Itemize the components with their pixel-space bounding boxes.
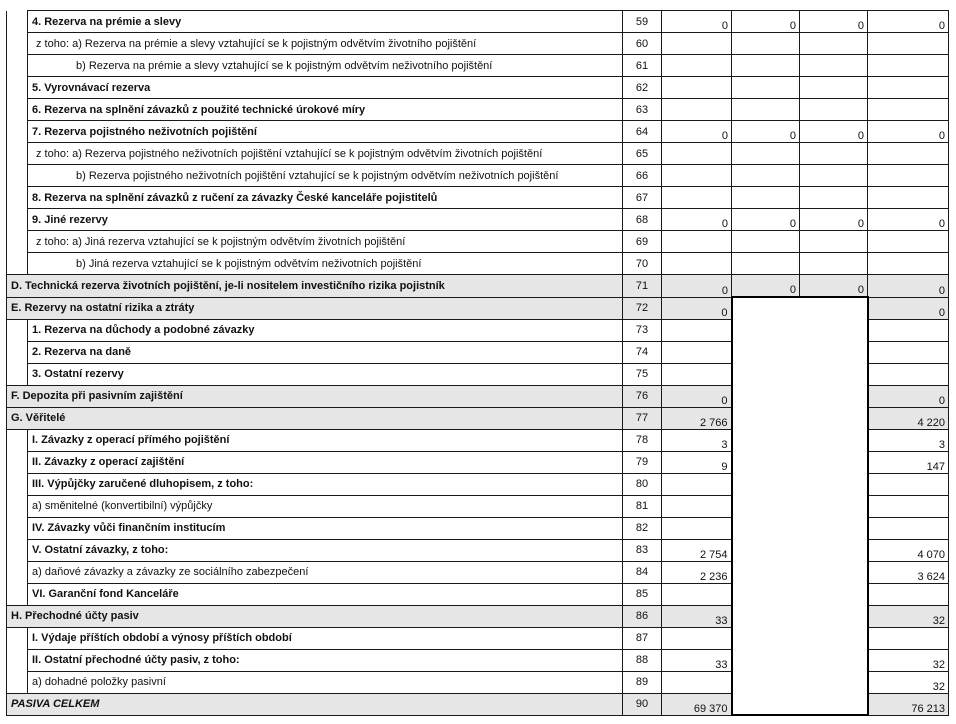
row-label: 8. Rezerva na splnění závazků z ručení za závazky České kanceláře pojistitelů (28, 187, 623, 209)
value-cell: 0 (662, 275, 732, 298)
table-row (7, 649, 949, 671)
row-label: a) směnitelné (konvertibilní) výpůjčky (28, 495, 623, 517)
value-cell: 0 (662, 121, 732, 143)
value-cell: 0 (800, 275, 868, 298)
value-cell (868, 319, 949, 341)
row-label: IV. Závazky vůči finančním institucím (28, 517, 623, 539)
row-label: E. Rezervy na ostatní rizika a ztráty (7, 297, 623, 319)
blank-block (732, 605, 868, 627)
row-label: z toho: a) Jiná rezerva vztahující se k pojistným odvětvím životních pojištění (28, 231, 623, 253)
row-number: 59 (623, 11, 662, 33)
row-number: 89 (623, 671, 662, 693)
value-cell (732, 77, 800, 99)
row-label: III. Výpůjčky zaručené dluhopisem, z toho: (28, 473, 623, 495)
table-row (7, 297, 949, 319)
table-row (7, 693, 949, 715)
value-cell (662, 319, 732, 341)
value-cell: 32 (868, 649, 949, 671)
value-cell: 0 (868, 275, 949, 298)
table-row (7, 341, 949, 363)
value-cell (868, 231, 949, 253)
blank-block (732, 473, 868, 495)
row-number: 70 (623, 253, 662, 275)
row-number: 90 (623, 693, 662, 715)
table-row (7, 121, 949, 143)
value-cell (732, 253, 800, 275)
row-number: 88 (623, 649, 662, 671)
value-cell: 0 (868, 121, 949, 143)
value-cell: 147 (868, 451, 949, 473)
value-cell (662, 363, 732, 385)
row-label: II. Závazky z operací zajištění (28, 451, 623, 473)
value-cell (800, 165, 868, 187)
row-number: 83 (623, 539, 662, 561)
row-number: 77 (623, 407, 662, 429)
row-label: 4. Rezerva na prémie a slevy (28, 11, 623, 33)
value-cell: 0 (800, 209, 868, 231)
value-cell: 0 (662, 209, 732, 231)
value-cell: 0 (732, 275, 800, 298)
table-row (7, 143, 949, 165)
table-row (7, 319, 949, 341)
value-cell (800, 77, 868, 99)
value-cell: 0 (800, 11, 868, 33)
value-cell (868, 363, 949, 385)
blank-block (732, 539, 868, 561)
table-row (7, 275, 949, 298)
value-cell (868, 517, 949, 539)
value-cell (732, 33, 800, 55)
row-label: 9. Jiné rezervy (28, 209, 623, 231)
blank-block (732, 693, 868, 715)
value-cell (662, 253, 732, 275)
value-cell: 4 220 (868, 407, 949, 429)
value-cell (662, 517, 732, 539)
blank-block (732, 561, 868, 583)
value-cell: 3 624 (868, 561, 949, 583)
row-label: I. Výdaje příštích období a výnosy příštích období (28, 627, 623, 649)
value-cell: 0 (662, 297, 732, 319)
value-cell: 4 070 (868, 539, 949, 561)
table-row (7, 539, 949, 561)
table-row (7, 253, 949, 275)
value-cell: 33 (662, 649, 732, 671)
value-cell (868, 143, 949, 165)
table-row (7, 11, 949, 33)
row-label: 7. Rezerva pojistného neživotních pojištění (28, 121, 623, 143)
row-label: 6. Rezerva na splnění závazků z použité technické úrokové míry (28, 99, 623, 121)
value-cell: 3 (868, 429, 949, 451)
row-label: 2. Rezerva na daně (28, 341, 623, 363)
balance-sheet (6, 10, 948, 716)
row-number: 82 (623, 517, 662, 539)
blank-block (732, 429, 868, 451)
value-cell (662, 99, 732, 121)
blank-block (732, 319, 868, 341)
value-cell: 2 766 (662, 407, 732, 429)
row-number: 74 (623, 341, 662, 363)
row-number: 60 (623, 33, 662, 55)
value-cell: 0 (868, 11, 949, 33)
table-row (7, 99, 949, 121)
row-number: 85 (623, 583, 662, 605)
table-row (7, 583, 949, 605)
row-number: 71 (623, 275, 662, 298)
value-cell (868, 77, 949, 99)
value-cell: 0 (732, 121, 800, 143)
blank-block (732, 671, 868, 693)
value-cell (868, 165, 949, 187)
value-cell (800, 99, 868, 121)
row-number: 64 (623, 121, 662, 143)
value-cell (800, 33, 868, 55)
value-cell (800, 253, 868, 275)
row-number: 76 (623, 385, 662, 407)
row-number: 63 (623, 99, 662, 121)
blank-block (732, 495, 868, 517)
row-number: 84 (623, 561, 662, 583)
blank-block (732, 451, 868, 473)
row-label: z toho: a) Rezerva pojistného neživotních pojištění vztahující se k pojistným odvětvím životních pojištění (28, 143, 623, 165)
blank-block (732, 627, 868, 649)
value-cell (800, 187, 868, 209)
row-number: 87 (623, 627, 662, 649)
row-label: 5. Vyrovnávací rezerva (28, 77, 623, 99)
value-cell: 2 236 (662, 561, 732, 583)
row-number: 80 (623, 473, 662, 495)
table-row (7, 605, 949, 627)
value-cell (662, 143, 732, 165)
value-cell: 0 (662, 385, 732, 407)
table-row (7, 33, 949, 55)
value-cell (868, 253, 949, 275)
value-cell: 2 754 (662, 539, 732, 561)
row-number: 78 (623, 429, 662, 451)
value-cell: 0 (868, 297, 949, 319)
blank-block (732, 649, 868, 671)
value-cell (662, 165, 732, 187)
table-row (7, 187, 949, 209)
total-label: PASIVA CELKEM (7, 693, 623, 715)
value-cell (868, 33, 949, 55)
row-number: 81 (623, 495, 662, 517)
value-cell (732, 143, 800, 165)
table-row (7, 165, 949, 187)
blank-block (732, 363, 868, 385)
table-row (7, 231, 949, 253)
row-label: H. Přechodné účty pasiv (7, 605, 623, 627)
row-label: I. Závazky z operací přímého pojištění (28, 429, 623, 451)
value-cell (662, 583, 732, 605)
value-cell (800, 55, 868, 77)
value-cell: 3 (662, 429, 732, 451)
value-cell (732, 55, 800, 77)
row-label: VI. Garanční fond Kanceláře (28, 583, 623, 605)
blank-block (732, 407, 868, 429)
row-number: 79 (623, 451, 662, 473)
value-cell (868, 495, 949, 517)
table-row (7, 77, 949, 99)
row-label: b) Rezerva pojistného neživotních pojištění vztahující se k pojistným odvětvím neživotních pojištění (28, 165, 623, 187)
value-cell (662, 627, 732, 649)
value-cell (662, 187, 732, 209)
blank-block (732, 385, 868, 407)
table-row (7, 385, 949, 407)
value-cell: 0 (662, 11, 732, 33)
table-row (7, 495, 949, 517)
table-row (7, 627, 949, 649)
total-value: 69 370 (662, 693, 732, 715)
table-row (7, 473, 949, 495)
row-number: 67 (623, 187, 662, 209)
value-cell: 32 (868, 671, 949, 693)
value-cell: 0 (732, 11, 800, 33)
liabilities-table (6, 10, 949, 716)
blank-block (732, 341, 868, 363)
table-row (7, 517, 949, 539)
table-row (7, 671, 949, 693)
row-label: b) Jiná rezerva vztahující se k pojistným odvětvím neživotních pojištění (28, 253, 623, 275)
blank-block (732, 517, 868, 539)
value-cell (732, 231, 800, 253)
row-number: 65 (623, 143, 662, 165)
row-number: 66 (623, 165, 662, 187)
row-label: z toho: a) Rezerva na prémie a slevy vztahující se k pojistným odvětvím životního pojištění (28, 33, 623, 55)
row-number: 61 (623, 55, 662, 77)
value-cell: 0 (868, 385, 949, 407)
value-cell (662, 473, 732, 495)
value-cell (732, 165, 800, 187)
value-cell (868, 55, 949, 77)
value-cell (662, 495, 732, 517)
row-label: a) daňové závazky a závazky ze sociálního zabezpečení (28, 561, 623, 583)
row-number: 69 (623, 231, 662, 253)
row-label: a) dohadné položky pasivní (28, 671, 623, 693)
value-cell: 33 (662, 605, 732, 627)
value-cell (868, 627, 949, 649)
table-row (7, 429, 949, 451)
value-cell (868, 99, 949, 121)
value-cell (662, 55, 732, 77)
row-label: D. Technická rezerva životních pojištění, je-li nositelem investičního rizika pojistník (7, 275, 623, 298)
table-row (7, 451, 949, 473)
blank-block (732, 297, 868, 319)
value-cell: 9 (662, 451, 732, 473)
value-cell (732, 187, 800, 209)
value-cell (800, 143, 868, 165)
value-cell (868, 187, 949, 209)
value-cell (662, 33, 732, 55)
table-row (7, 55, 949, 77)
value-cell (800, 231, 868, 253)
row-label: b) Rezerva na prémie a slevy vztahující se k pojistným odvětvím neživotního pojištění (28, 55, 623, 77)
table-row (7, 363, 949, 385)
row-label: II. Ostatní přechodné účty pasiv, z toho: (28, 649, 623, 671)
row-number: 73 (623, 319, 662, 341)
row-number: 75 (623, 363, 662, 385)
value-cell: 0 (868, 209, 949, 231)
value-cell (868, 341, 949, 363)
value-cell: 32 (868, 605, 949, 627)
row-number: 72 (623, 297, 662, 319)
row-label: 1. Rezerva na důchody a podobné závazky (28, 319, 623, 341)
value-cell (662, 341, 732, 363)
row-label: G. Věřitelé (7, 407, 623, 429)
value-cell (732, 99, 800, 121)
value-cell: 0 (800, 121, 868, 143)
row-label: V. Ostatní závazky, z toho: (28, 539, 623, 561)
value-cell (662, 231, 732, 253)
table-row (7, 209, 949, 231)
row-number: 68 (623, 209, 662, 231)
table-row (7, 561, 949, 583)
value-cell (662, 671, 732, 693)
value-cell (868, 473, 949, 495)
table-row (7, 407, 949, 429)
value-cell (868, 583, 949, 605)
row-label: 3. Ostatní rezervy (28, 363, 623, 385)
blank-block (732, 583, 868, 605)
total-value: 76 213 (868, 693, 949, 715)
row-label: F. Depozita při pasivním zajištění (7, 385, 623, 407)
value-cell (662, 77, 732, 99)
value-cell: 0 (732, 209, 800, 231)
row-number: 86 (623, 605, 662, 627)
row-number: 62 (623, 77, 662, 99)
